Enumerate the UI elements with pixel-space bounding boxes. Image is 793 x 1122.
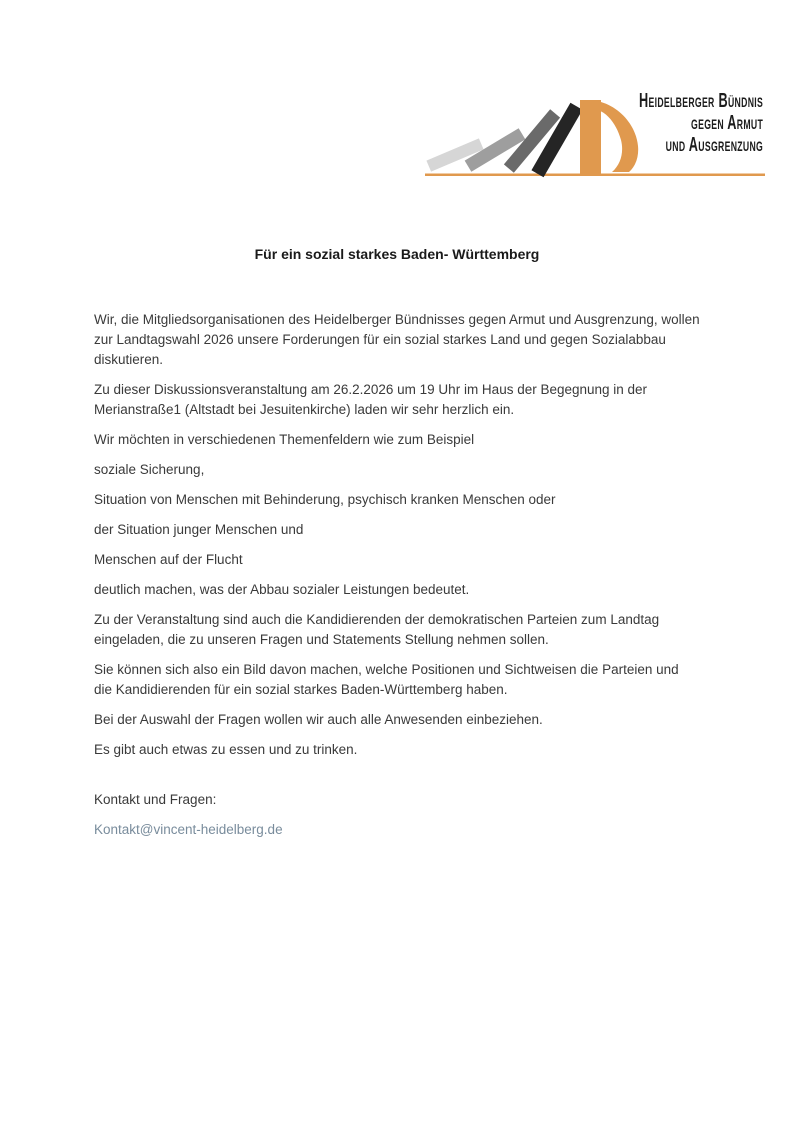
paragraph: Es gibt auch etwas zu essen und zu trinken. xyxy=(94,742,358,757)
contact-label: Kontakt und Fragen: xyxy=(94,792,217,807)
paragraph: Situation von Menschen mit Behinderung, psychisch kranken Menschen oder xyxy=(94,492,556,507)
logo-text-line-3: und Ausgrenzung xyxy=(665,133,763,156)
page-title: Für ein sozial starkes Baden- Württemberg xyxy=(254,246,540,262)
logo-text-line-1: Heidelberger Bündnis xyxy=(638,89,763,112)
paragraph: Zu der Veranstaltung sind auch die Kandidierenden der demokratischen Parteien zum Landtag eingeladen, die zu unseren Fragen und Statements Stellung nehmen sollen. xyxy=(94,612,660,647)
logo-text-line-2: gegen Armut xyxy=(690,111,763,134)
contact-email xyxy=(94,820,700,840)
document-body xyxy=(94,244,700,850)
logo-text xyxy=(563,90,763,156)
paragraph: Sie können sich also ein Bild davon machen, welche Positionen und Sichtweisen die Parteien und die Kandidierenden für ein sozial starkes Baden-Württemberg haben. xyxy=(94,662,679,697)
paragraph: der Situation junger Menschen und xyxy=(94,522,304,537)
paragraph: deutlich machen, was der Abbau sozialer Leistungen bedeutet. xyxy=(94,582,470,597)
paragraph: Wir, die Mitgliedsorganisationen des Heidelberger Bündnisses gegen Armut und Ausgrenzung, wollen zur Landtagswahl 2026 unsere Forderungen für ein sozial starkes Land und gegen Sozialabbau diskutieren. xyxy=(94,312,700,367)
paragraph: Bei der Auswahl der Fragen wollen wir auch alle Anwesenden einbeziehen. xyxy=(94,712,543,727)
paragraph: Wir möchten in verschiedenen Themenfeldern wie zum Beispiel xyxy=(94,432,475,447)
paragraph: Zu dieser Diskussionsveranstaltung am 26.2.2026 um 19 Uhr im Haus der Begegnung in der Merianstraße1 (Altstadt bei Jesuitenkirche) laden wir sehr herzlich ein. xyxy=(94,382,648,417)
logo xyxy=(425,88,765,183)
paragraph: Menschen auf der Flucht xyxy=(94,552,243,567)
contact-email-link[interactable]: Kontakt@vincent-heidelberg.de xyxy=(94,822,283,837)
paragraph: soziale Sicherung, xyxy=(94,462,205,477)
